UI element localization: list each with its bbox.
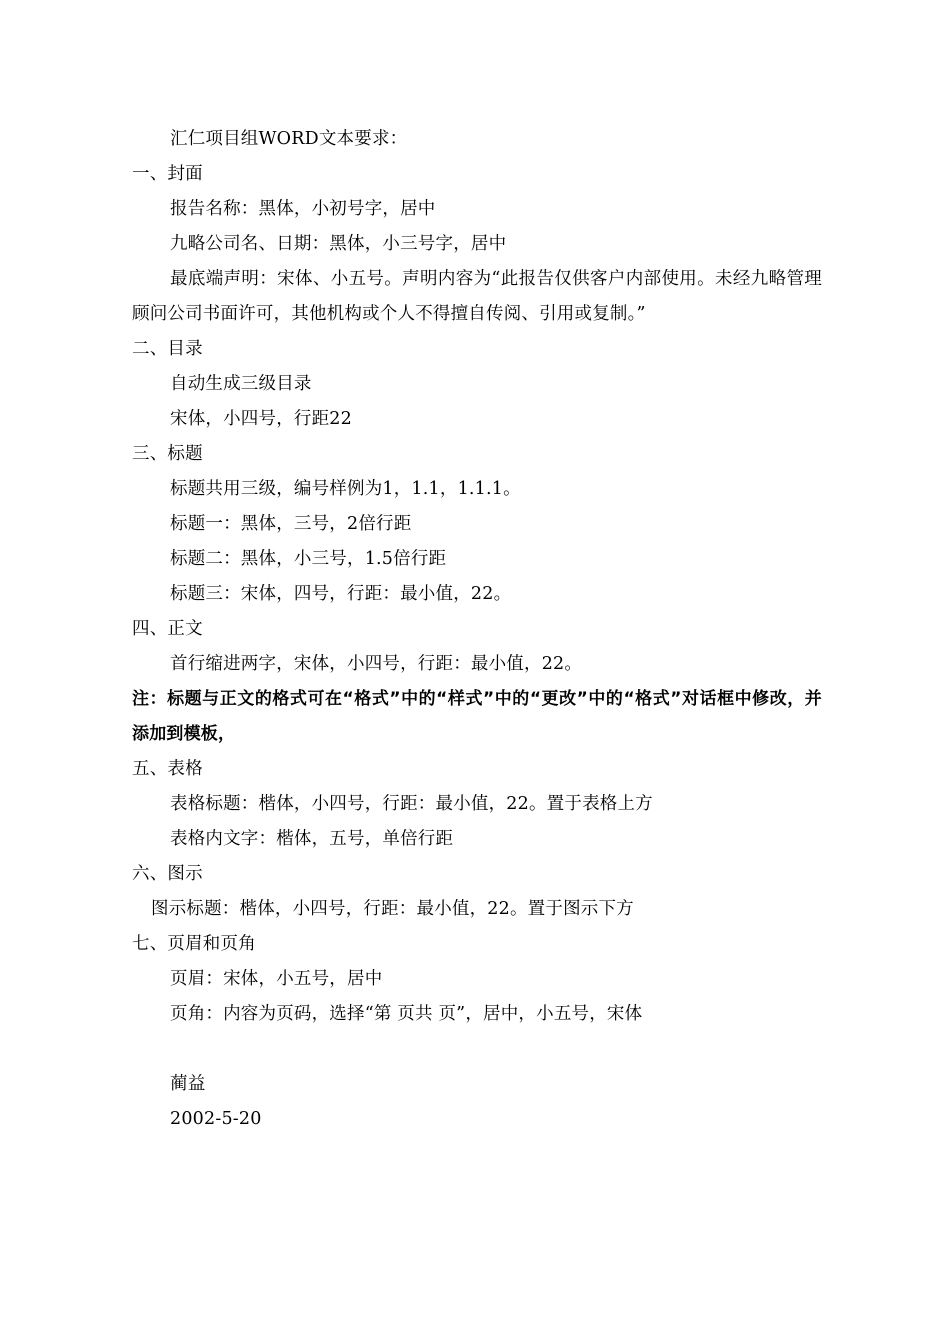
document-title: 汇仁项目组WORD文本要求：: [170, 129, 408, 149]
section-heading-cover: 一、封面: [132, 164, 203, 184]
spacer: [132, 1032, 822, 1067]
signature-date: 2002-5-20: [170, 1109, 262, 1129]
toc-item-font: 宋体，小四号，行距22: [170, 409, 352, 429]
section-heading-figures: 六、图示: [132, 864, 203, 884]
tables-item-content: 表格内文字：楷体，五号，单倍行距: [170, 829, 454, 849]
cover-item-company-date: 九略公司名、日期：黑体，小三号字，居中: [170, 234, 507, 254]
section-heading-tables: 五、表格: [132, 759, 203, 779]
headings-item-h1: 标题一：黑体，三号，2倍行距: [170, 514, 412, 534]
cover-item-disclaimer: 最底端声明：宋体、小五号。声明内容为“此报告仅供客户内部使用。未经九略管理顾问公司书面许可，其他机构或个人不得擅自传阅、引用或复制。”: [132, 269, 822, 324]
section-heading-header-footer: 七、页眉和页角: [132, 934, 256, 954]
section-heading-body: 四、正文: [132, 619, 203, 639]
header-footer-item-footer: 页角：内容为页码，选择“第 页共 页”，居中，小五号，宋体: [170, 1004, 643, 1024]
body-item-format: 首行缩进两字，宋体，小四号，行距：最小值，22。: [170, 654, 583, 674]
cover-item-report-name: 报告名称：黑体，小初号字，居中: [170, 199, 436, 219]
signature-name: 蔺益: [170, 1074, 206, 1094]
section-heading-headings: 三、标题: [132, 444, 203, 464]
figures-item-title: 图示标题：楷体，小四号，行距：最小值，22。置于图示下方: [151, 899, 634, 919]
headings-item-h2: 标题二：黑体，小三号，1.5倍行距: [170, 549, 447, 569]
note-paragraph: 注：标题与正文的格式可在“格式”中的“样式”中的“更改”中的“格式”对话框中修改，并添加到模板，: [132, 689, 822, 744]
headings-item-levels: 标题共用三级，编号样例为1，1.1，1.1.1。: [170, 479, 521, 499]
section-heading-toc: 二、目录: [132, 339, 203, 359]
tables-item-title: 表格标题：楷体，小四号，行距：最小值，22。置于表格上方: [170, 794, 653, 814]
header-footer-item-header: 页眉：宋体，小五号，居中: [170, 969, 383, 989]
toc-item-auto: 自动生成三级目录: [170, 374, 312, 394]
headings-item-h3: 标题三：宋体，四号，行距：最小值，22。: [170, 584, 512, 604]
document-body: [132, 122, 822, 1137]
